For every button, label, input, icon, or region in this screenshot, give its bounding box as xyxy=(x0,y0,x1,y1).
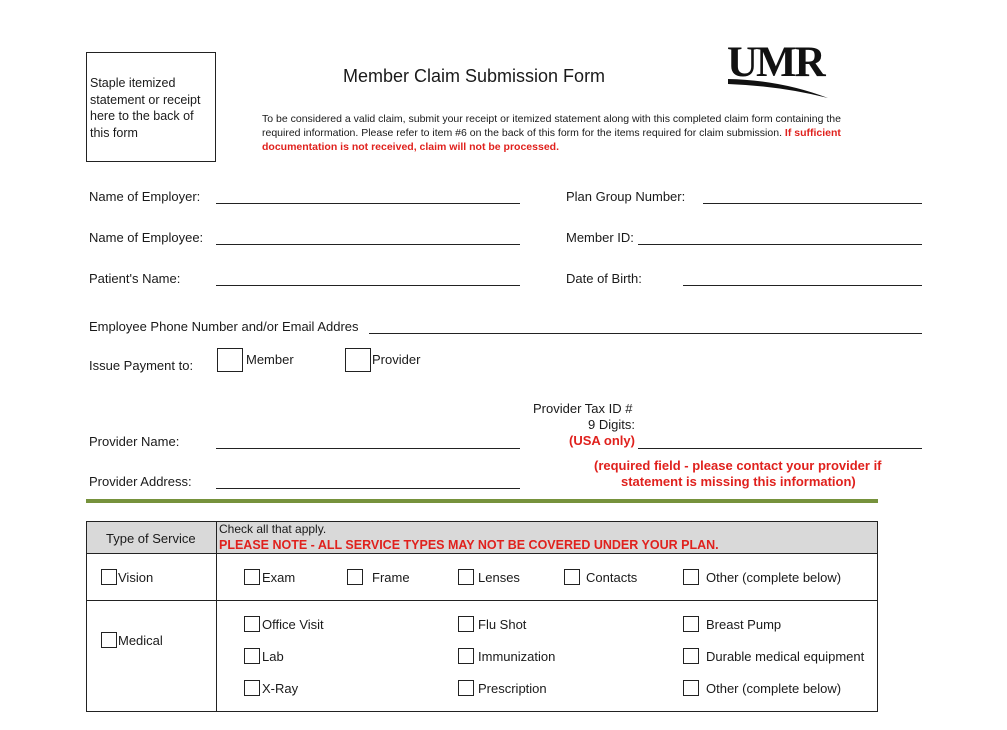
provider-option-label: Provider xyxy=(372,352,421,367)
medical-label: Medical xyxy=(118,633,163,648)
vision-other-checkbox[interactable] xyxy=(683,569,699,585)
table-column-divider xyxy=(216,522,217,711)
prescription-label: Prescription xyxy=(478,681,547,696)
x-ray-label: X-Ray xyxy=(262,681,299,696)
tax-id-label: Provider Tax ID # xyxy=(533,401,633,416)
provider-name-label: Provider Name: xyxy=(89,434,180,449)
vision-label: Vision xyxy=(118,570,154,585)
lab-checkbox[interactable] xyxy=(244,648,260,664)
lab-label: Lab xyxy=(262,649,284,664)
intro-text: To be considered a valid claim, submit your receipt or itemized statement along with this completed claim form containing the required information. Please refer to item #6 on the back of this form for the items required for claim submission. xyxy=(262,113,841,139)
contacts-label: Contacts xyxy=(586,570,638,585)
required-note-line2: statement is missing this information) xyxy=(621,474,856,489)
form-title: Member Claim Submission Form xyxy=(343,66,606,86)
plan-group-field[interactable] xyxy=(703,203,922,204)
staple-note: Staple itemized statement or receipt here to the back of this form xyxy=(90,76,201,140)
dob-field[interactable] xyxy=(683,285,922,286)
employee-field[interactable] xyxy=(216,244,520,245)
plan-group-label: Plan Group Number: xyxy=(566,189,686,204)
dob-label: Date of Birth: xyxy=(566,271,642,286)
immunization-label: Immunization xyxy=(478,649,556,664)
flu-shot-label: Flu Shot xyxy=(478,617,527,632)
medical-other-label: Other (complete below) xyxy=(706,681,842,696)
frame-label: Frame xyxy=(372,570,410,585)
exam-checkbox[interactable] xyxy=(244,569,260,585)
vision-checkbox[interactable] xyxy=(101,569,117,585)
x-ray-checkbox[interactable] xyxy=(244,680,260,696)
logo-text: UMR xyxy=(727,40,824,86)
provider-address-label: Provider Address: xyxy=(89,474,192,489)
breast-pump-checkbox[interactable] xyxy=(683,616,699,632)
employer-label: Name of Employer: xyxy=(89,189,201,204)
issue-payment-label: Issue Payment to: xyxy=(89,358,194,373)
office-visit-checkbox[interactable] xyxy=(244,616,260,632)
member-option-label: Member xyxy=(246,352,294,367)
required-note-line1: (required field - please contact your provider if xyxy=(594,458,882,473)
intro-paragraph xyxy=(262,112,862,154)
dme-checkbox[interactable] xyxy=(683,648,699,664)
provider-name-field[interactable] xyxy=(216,448,520,449)
table-row-divider xyxy=(87,600,877,601)
frame-checkbox[interactable] xyxy=(347,569,363,585)
tax-id-usa-label: (USA only) xyxy=(569,433,635,448)
prescription-checkbox[interactable] xyxy=(458,680,474,696)
staple-note-box xyxy=(86,52,216,162)
provider-address-field[interactable] xyxy=(216,488,520,489)
patient-label: Patient's Name: xyxy=(89,271,181,286)
type-of-service-header: Type of Service xyxy=(106,531,196,546)
employee-label: Name of Employee: xyxy=(89,230,204,245)
lenses-label: Lenses xyxy=(478,570,520,585)
employer-field[interactable] xyxy=(216,203,520,204)
service-type-table xyxy=(86,521,878,712)
exam-label: Exam xyxy=(262,570,296,585)
tax-id-field[interactable] xyxy=(638,448,922,449)
member-id-label: Member ID: xyxy=(566,230,634,245)
member-id-field[interactable] xyxy=(638,244,922,245)
breast-pump-label: Breast Pump xyxy=(706,617,782,632)
umr-logo xyxy=(726,40,830,100)
patient-field[interactable] xyxy=(216,285,520,286)
contact-field[interactable] xyxy=(369,333,922,334)
contacts-checkbox[interactable] xyxy=(564,569,580,585)
section-divider xyxy=(86,499,878,503)
immunization-checkbox[interactable] xyxy=(458,648,474,664)
intro-warning: If sufficient documentation is not received, claim will not be processed. xyxy=(262,127,841,153)
vision-other-label: Other (complete below) xyxy=(706,570,842,585)
flu-shot-checkbox[interactable] xyxy=(458,616,474,632)
lenses-checkbox[interactable] xyxy=(458,569,474,585)
check-all-note: Check all that apply. xyxy=(219,522,327,536)
provider-checkbox[interactable] xyxy=(345,348,371,372)
tax-id-digits-label: 9 Digits: xyxy=(588,417,635,432)
medical-other-checkbox[interactable] xyxy=(683,680,699,696)
medical-checkbox[interactable] xyxy=(101,632,117,648)
member-checkbox[interactable] xyxy=(217,348,243,372)
office-visit-label: Office Visit xyxy=(262,617,324,632)
contact-label: Employee Phone Number and/or Email Addres xyxy=(89,319,359,334)
dme-label: Durable medical equipment xyxy=(706,649,865,664)
coverage-note: PLEASE NOTE - ALL SERVICE TYPES MAY NOT BE COVERED UNDER YOUR PLAN. xyxy=(219,538,719,552)
